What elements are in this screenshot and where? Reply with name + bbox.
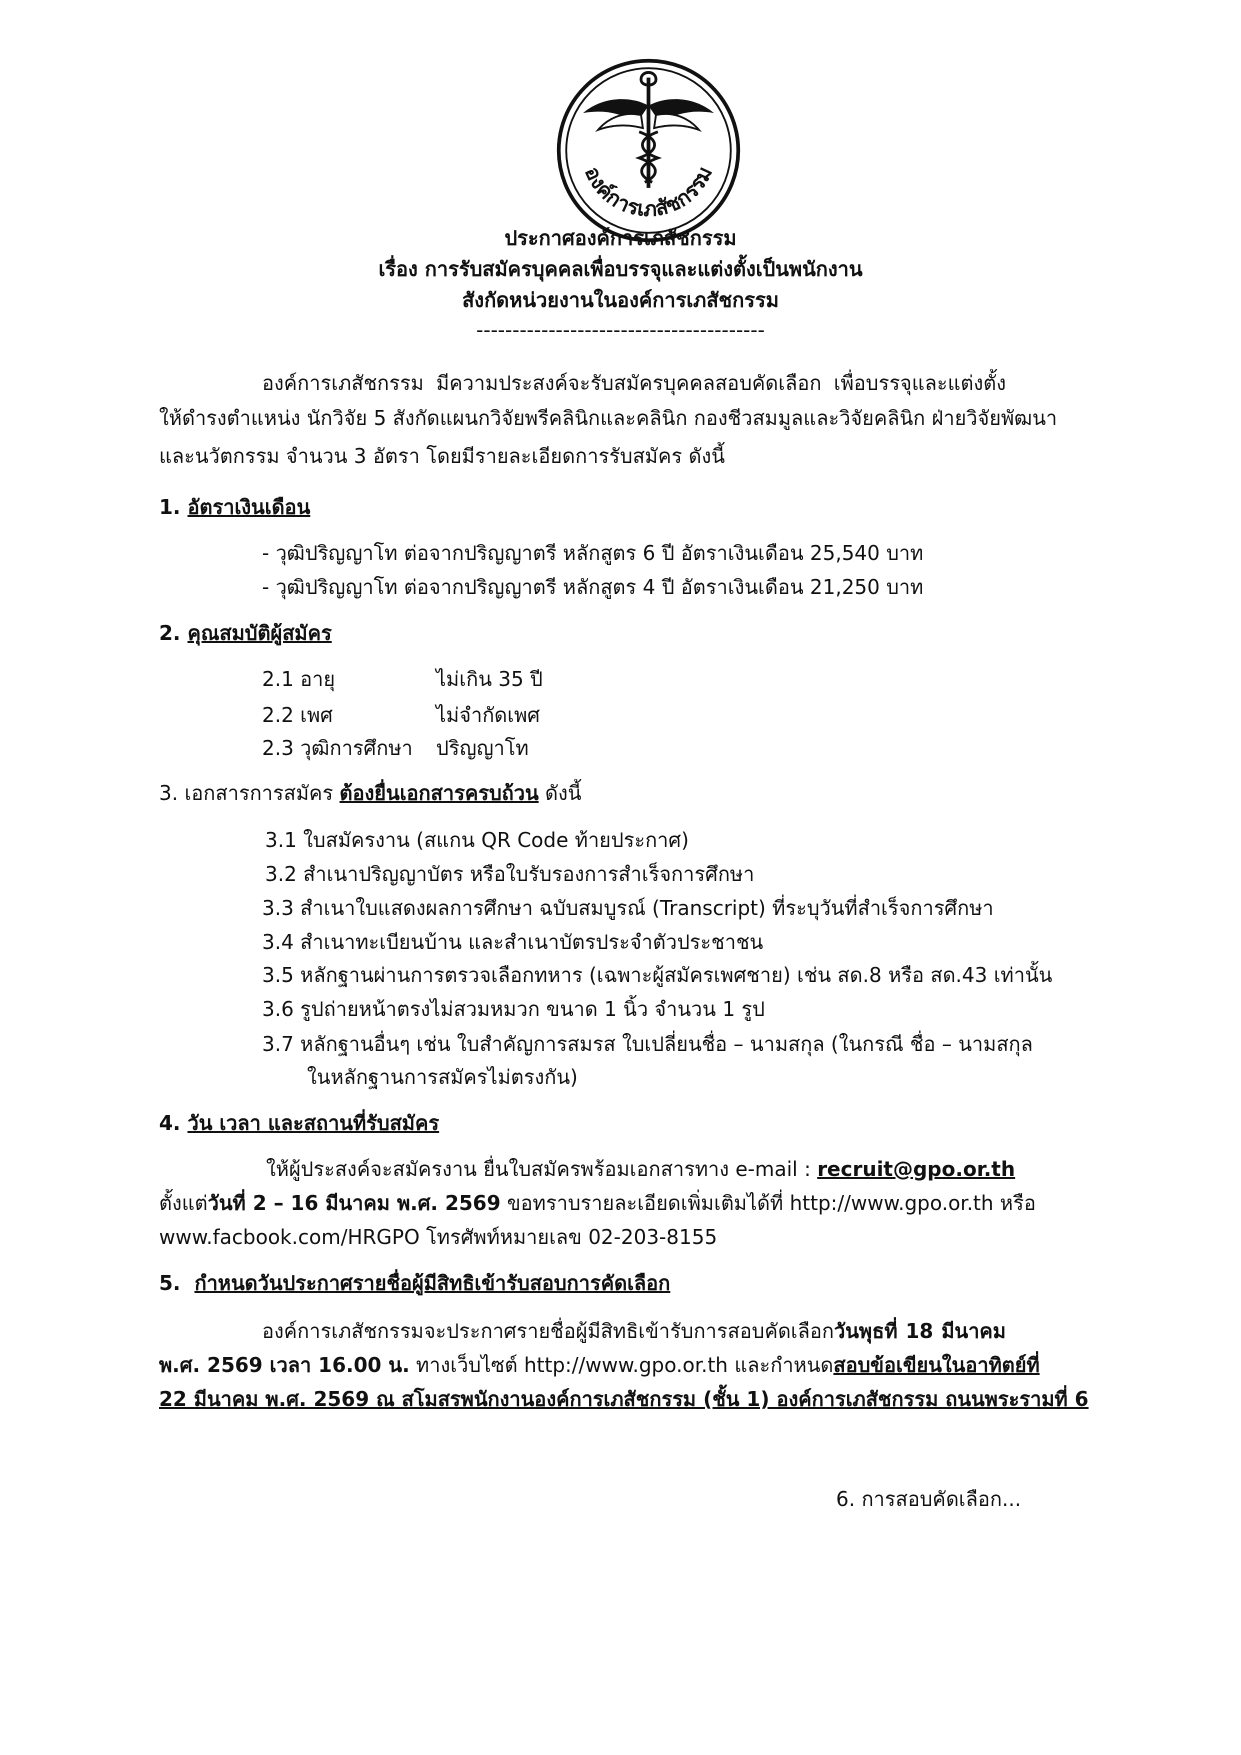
section-4-number: 4.: [159, 1111, 181, 1135]
intro-line-1: องค์การเภสัชกรรม มีความประสงค์จะรับสมัครบุคคลสอบคัดเลือก เพื่อบรรจุและแต่งตั้ง: [262, 371, 1006, 395]
announce-date: วันพุธที่ 18 มีนาคม: [834, 1319, 1006, 1343]
recruit-email-link[interactable]: recruit@gpo.or.th: [817, 1157, 1016, 1181]
section-4-line-1: [266, 1156, 1016, 1182]
exam-date-start: สอบข้อเขียนในอาทิตย์ที่: [833, 1353, 1040, 1377]
section-3-prefix: 3. เอกสารการสมัคร: [159, 781, 334, 805]
qualification-label: 2.2 เพศ: [262, 703, 333, 727]
document-item: 3.7 หลักฐานอื่นๆ เช่น ใบสำคัญการสมรส ใบเปลี่ยนชื่อ – นามสกุล (ในกรณี ชื่อ – นามสกุล: [262, 1032, 1033, 1056]
section-5-line-2: [159, 1352, 1040, 1378]
document-item: 3.3 สำเนาใบแสดงผลการศึกษา ฉบับสมบูรณ์ (Transcript) ที่ระบุวันที่สำเร็จการศึกษา: [262, 896, 994, 920]
document-item: 3.5 หลักฐานผ่านการตรวจเลือกทหาร (เฉพาะผู้สมัครเพศชาย) เช่น สด.8 หรือ สด.43 เท่านั้น: [262, 963, 1053, 987]
announcement-subject: เรื่อง การรับสมัครบุคคลเพื่อบรรจุและแต่งตั้งเป็นพนักงาน: [378, 257, 863, 281]
header-divider: ----------------------------------------: [476, 318, 765, 342]
section-5-line-1: [262, 1318, 1006, 1344]
intro-line-2: ให้ดำรงตำแหน่ง นักวิจัย 5 สังกัดแผนกวิจัยพรีคลินิกและคลินิก กองชีวสมมูลและวิจัยคลินิก ฝ่ายวิจัยพัฒนา: [159, 406, 1058, 430]
document-item: 3.4 สำเนาทะเบียนบ้าน และสำเนาบัตรประจำตัวประชาชน: [262, 930, 764, 954]
section-4-title: วัน เวลา และสถานที่รับสมัคร: [187, 1111, 440, 1135]
section-5-website: ทางเว็บไซต์ http://www.gpo.or.th และกำหนด: [416, 1353, 834, 1377]
section-3-heading: [159, 780, 581, 806]
section-5-heading: [159, 1270, 670, 1296]
section-2-title: คุณสมบัติผู้สมัคร: [187, 621, 332, 645]
svg-text:องค์การเภสัชกรรม: องค์การเภสัชกรรม: [580, 162, 717, 222]
qualification-label: 2.1 อายุ: [262, 667, 336, 691]
document-item: 3.1 ใบสมัครงาน (สแกน QR Code ท้ายประกาศ): [265, 828, 689, 852]
qualification-label: 2.3 วุฒิการศึกษา: [262, 736, 413, 760]
qualification-value: ไม่เกิน 35 ปี: [436, 667, 543, 691]
section-2-heading: [159, 620, 332, 646]
section-3-emphasis: ต้องยื่นเอกสารครบถ้วน: [339, 781, 539, 805]
application-period: วันที่ 2 – 16 มีนาคม พ.ศ. 2569: [207, 1191, 501, 1215]
section-4-contact: www.facbook.com/HRGPO โทรศัพท์หมายเลข 02-203-8155: [159, 1225, 718, 1249]
announce-time: พ.ศ. 2569 เวลา 16.00 น.: [159, 1353, 410, 1377]
section-5-title: กำหนดวันประกาศรายชื่อผู้มีสิทธิเข้ารับสอบการคัดเลือก: [194, 1271, 671, 1295]
salary-item: - วุฒิปริญญาโท ต่อจากปริญญาตรี หลักสูตร 6 ปี อัตราเงินเดือน 25,540 บาท: [262, 541, 924, 565]
document-item-continuation: ในหลักฐานการสมัครไม่ตรงกัน): [307, 1065, 578, 1089]
section-3-suffix: ดังนี้: [545, 781, 582, 805]
gpo-emblem-logo: [555, 57, 742, 244]
section-5-number: 5.: [159, 1271, 181, 1295]
section-1-number: 1.: [159, 495, 181, 519]
section-4-from: ตั้งแต่: [159, 1191, 208, 1215]
salary-item: - วุฒิปริญญาโท ต่อจากปริญญาตรี หลักสูตร 4 ปี อัตราเงินเดือน 21,250 บาท: [262, 575, 924, 599]
section-4-line-2: [159, 1190, 1036, 1216]
section-5-text: องค์การเภสัชกรรมจะประกาศรายชื่อผู้มีสิทธิเข้ารับการสอบคัดเลือก: [262, 1319, 835, 1343]
qualification-value: ปริญญาโท: [436, 736, 529, 760]
document-item: 3.6 รูปถ่ายหน้าตรงไม่สวมหมวก ขนาด 1 นิ้ว จำนวน 1 รูป: [262, 997, 765, 1021]
section-4-text: ให้ผู้ประสงค์จะสมัครงาน ยื่นใบสมัครพร้อมเอกสารทาง e-mail :: [266, 1157, 811, 1181]
announcement-title: ประกาศองค์การเภสัชกรรม: [504, 226, 737, 250]
section-4-more-info: ขอทราบรายละเอียดเพิ่มเติมได้ที่ http://www.gpo.or.th หรือ: [507, 1191, 1036, 1215]
qualification-value: ไม่จำกัดเพศ: [436, 703, 541, 727]
exam-date-location: 22 มีนาคม พ.ศ. 2569 ณ สโมสรพนักงานองค์การเภสัชกรรม (ชั้น 1) องค์การเภสัชกรรม ถนนพระรามที่ 6: [159, 1387, 1089, 1411]
section-2-number: 2.: [159, 621, 181, 645]
announcement-unit: สังกัดหน่วยงานในองค์การเภสัชกรรม: [462, 288, 779, 312]
intro-line-3: และนวัตกรรม จำนวน 3 อัตรา โดยมีรายละเอียดการรับสมัคร ดังนี้: [159, 444, 725, 468]
next-page-hint: 6. การสอบคัดเลือก...: [836, 1487, 1022, 1511]
document-item: 3.2 สำเนาปริญญาบัตร หรือใบรับรองการสำเร็จการศึกษา: [265, 862, 755, 886]
section-1-title: อัตราเงินเดือน: [187, 495, 311, 519]
section-4-heading: [159, 1110, 439, 1136]
section-1-heading: [159, 494, 310, 520]
